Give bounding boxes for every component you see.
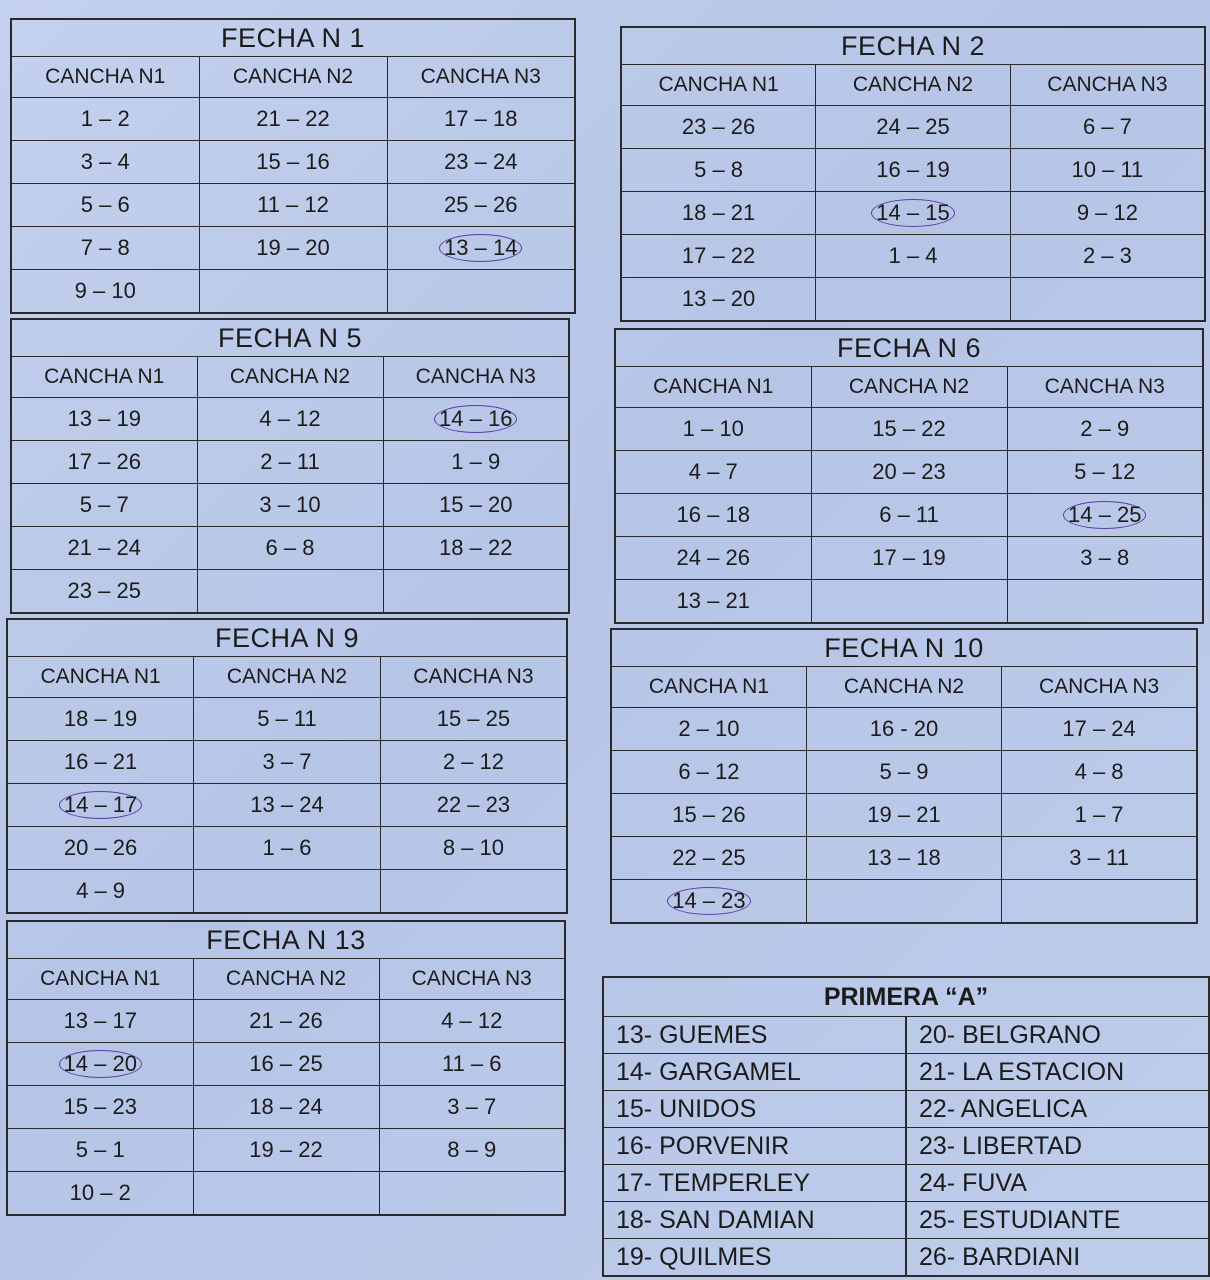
match-cell: 13 – 20 bbox=[621, 278, 816, 322]
column-header: CANCHA N2 bbox=[811, 367, 1007, 408]
column-header: CANCHA N2 bbox=[193, 959, 379, 1000]
fecha-10-table bbox=[610, 628, 1198, 924]
match-cell: 23 – 26 bbox=[621, 106, 816, 149]
match-cell: 13 – 24 bbox=[194, 784, 381, 827]
match-cell: 18 – 24 bbox=[193, 1086, 379, 1129]
match-cell: 3 – 7 bbox=[194, 741, 381, 784]
team-14-circle: 14 – 17 bbox=[59, 791, 142, 819]
match-cell-circled bbox=[387, 227, 575, 270]
match-cell: 1 – 10 bbox=[615, 408, 811, 451]
match-cell: 2 – 12 bbox=[380, 741, 567, 784]
match-cell: 5 – 9 bbox=[806, 751, 1001, 794]
team-14-circle: 13 – 14 bbox=[439, 234, 522, 262]
match-cell: 10 – 11 bbox=[1010, 149, 1205, 192]
match-cell: 3 – 10 bbox=[197, 484, 383, 527]
fecha-title: FECHA N 13 bbox=[7, 921, 565, 959]
match-cell: 15 – 26 bbox=[611, 794, 806, 837]
team-entry: 17- TEMPERLEY bbox=[603, 1165, 906, 1202]
column-header: CANCHA N3 bbox=[1010, 65, 1205, 106]
match-cell: 10 – 2 bbox=[7, 1172, 193, 1216]
match-cell: 20 – 23 bbox=[811, 451, 1007, 494]
match-cell bbox=[806, 880, 1001, 924]
match-cell: 1 – 7 bbox=[1002, 794, 1197, 837]
match-cell: 17 – 26 bbox=[11, 441, 197, 484]
match-cell bbox=[811, 580, 1007, 624]
match-cell-circled bbox=[816, 192, 1011, 235]
match-cell bbox=[1007, 580, 1203, 624]
match-cell: 9 – 12 bbox=[1010, 192, 1205, 235]
match-cell: 5 – 12 bbox=[1007, 451, 1203, 494]
match-cell: 15 – 23 bbox=[7, 1086, 193, 1129]
fecha-9-table bbox=[6, 618, 568, 914]
team-entry: 18- SAN DAMIAN bbox=[603, 1202, 906, 1239]
match-cell-circled bbox=[1007, 494, 1203, 537]
fecha-6-table bbox=[614, 328, 1204, 624]
match-cell: 17 – 18 bbox=[387, 98, 575, 141]
match-cell: 21 – 24 bbox=[11, 527, 197, 570]
match-cell: 6 – 12 bbox=[611, 751, 806, 794]
match-cell: 16 – 25 bbox=[193, 1043, 379, 1086]
column-header: CANCHA N2 bbox=[816, 65, 1011, 106]
match-cell: 11 – 12 bbox=[199, 184, 387, 227]
match-cell: 18 – 22 bbox=[383, 527, 569, 570]
match-cell: 5 – 1 bbox=[7, 1129, 193, 1172]
match-cell-circled bbox=[7, 1043, 193, 1086]
team-entry: 25- ESTUDIANTE bbox=[906, 1202, 1209, 1239]
team-entry: 19- QUILMES bbox=[603, 1239, 906, 1277]
match-cell bbox=[816, 278, 1011, 322]
match-cell: 16 – 18 bbox=[615, 494, 811, 537]
column-header: CANCHA N2 bbox=[806, 667, 1001, 708]
fecha-title: FECHA N 6 bbox=[615, 329, 1203, 367]
match-cell: 16 - 20 bbox=[806, 708, 1001, 751]
match-cell bbox=[193, 1172, 379, 1216]
match-cell: 4 – 7 bbox=[615, 451, 811, 494]
match-cell: 23 – 24 bbox=[387, 141, 575, 184]
match-cell: 13 – 21 bbox=[615, 580, 811, 624]
match-cell bbox=[383, 570, 569, 614]
team-entry: 23- LIBERTAD bbox=[906, 1128, 1209, 1165]
column-header: CANCHA N3 bbox=[383, 357, 569, 398]
fecha-title: FECHA N 9 bbox=[7, 619, 567, 657]
fecha-2-table bbox=[620, 26, 1206, 322]
match-cell: 1 – 6 bbox=[194, 827, 381, 870]
match-cell: 15 – 22 bbox=[811, 408, 1007, 451]
match-cell: 20 – 26 bbox=[7, 827, 194, 870]
team-entry: 16- PORVENIR bbox=[603, 1128, 906, 1165]
match-cell: 4 – 12 bbox=[379, 1000, 565, 1043]
match-cell: 3 – 11 bbox=[1002, 837, 1197, 880]
match-cell: 3 – 7 bbox=[379, 1086, 565, 1129]
match-cell: 2 – 3 bbox=[1010, 235, 1205, 278]
team-14-circle: 14 – 15 bbox=[871, 199, 954, 227]
column-header: CANCHA N3 bbox=[379, 959, 565, 1000]
match-cell: 8 – 9 bbox=[379, 1129, 565, 1172]
column-header: CANCHA N1 bbox=[7, 959, 193, 1000]
match-cell bbox=[380, 870, 567, 914]
match-cell bbox=[199, 270, 387, 314]
column-header: CANCHA N2 bbox=[194, 657, 381, 698]
fecha-title: FECHA N 5 bbox=[11, 319, 569, 357]
match-cell: 6 – 7 bbox=[1010, 106, 1205, 149]
team-legend-table bbox=[602, 976, 1210, 1277]
match-cell: 17 – 19 bbox=[811, 537, 1007, 580]
match-cell: 4 – 9 bbox=[7, 870, 194, 914]
match-cell: 19 – 20 bbox=[199, 227, 387, 270]
column-header: CANCHA N2 bbox=[199, 57, 387, 98]
column-header: CANCHA N3 bbox=[387, 57, 575, 98]
match-cell: 15 – 25 bbox=[380, 698, 567, 741]
match-cell: 1 – 4 bbox=[816, 235, 1011, 278]
match-cell: 13 – 17 bbox=[7, 1000, 193, 1043]
legend-title: PRIMERA “A” bbox=[603, 977, 1209, 1017]
match-cell: 25 – 26 bbox=[387, 184, 575, 227]
column-header: CANCHA N1 bbox=[615, 367, 811, 408]
fecha-title: FECHA N 2 bbox=[621, 27, 1205, 65]
team-14-circle: 14 – 20 bbox=[59, 1050, 142, 1078]
team-entry: 22- ANGELICA bbox=[906, 1091, 1209, 1128]
match-cell: 5 – 8 bbox=[621, 149, 816, 192]
match-cell: 5 – 7 bbox=[11, 484, 197, 527]
team-entry: 14- GARGAMEL bbox=[603, 1054, 906, 1091]
match-cell: 9 – 10 bbox=[11, 270, 199, 314]
match-cell: 5 – 6 bbox=[11, 184, 199, 227]
match-cell: 24 – 25 bbox=[816, 106, 1011, 149]
match-cell: 2 – 10 bbox=[611, 708, 806, 751]
match-cell: 22 – 23 bbox=[380, 784, 567, 827]
match-cell: 19 – 22 bbox=[193, 1129, 379, 1172]
fecha-title: FECHA N 10 bbox=[611, 629, 1197, 667]
column-header: CANCHA N1 bbox=[11, 357, 197, 398]
match-cell: 6 – 11 bbox=[811, 494, 1007, 537]
fecha-13-table bbox=[6, 920, 566, 1216]
match-cell bbox=[387, 270, 575, 314]
match-cell: 17 – 22 bbox=[621, 235, 816, 278]
fecha-1-table bbox=[10, 18, 576, 314]
column-header: CANCHA N2 bbox=[197, 357, 383, 398]
match-cell: 2 – 9 bbox=[1007, 408, 1203, 451]
match-cell: 16 – 21 bbox=[7, 741, 194, 784]
team-entry: 26- BARDIANI bbox=[906, 1239, 1209, 1277]
match-cell-circled bbox=[7, 784, 194, 827]
match-cell: 19 – 21 bbox=[806, 794, 1001, 837]
match-cell: 4 – 8 bbox=[1002, 751, 1197, 794]
match-cell: 8 – 10 bbox=[380, 827, 567, 870]
match-cell: 17 – 24 bbox=[1002, 708, 1197, 751]
column-header: CANCHA N1 bbox=[611, 667, 806, 708]
match-cell: 3 – 4 bbox=[11, 141, 199, 184]
match-cell: 13 – 18 bbox=[806, 837, 1001, 880]
match-cell: 6 – 8 bbox=[197, 527, 383, 570]
match-cell: 1 – 2 bbox=[11, 98, 199, 141]
team-entry: 21- LA ESTACION bbox=[906, 1054, 1209, 1091]
match-cell: 4 – 12 bbox=[197, 398, 383, 441]
match-cell: 7 – 8 bbox=[11, 227, 199, 270]
match-cell: 2 – 11 bbox=[197, 441, 383, 484]
match-cell bbox=[197, 570, 383, 614]
match-cell: 21 – 26 bbox=[193, 1000, 379, 1043]
match-cell-circled bbox=[611, 880, 806, 924]
fecha-title: FECHA N 1 bbox=[11, 19, 575, 57]
column-header: CANCHA N1 bbox=[11, 57, 199, 98]
match-cell: 18 – 19 bbox=[7, 698, 194, 741]
column-header: CANCHA N1 bbox=[621, 65, 816, 106]
match-cell: 11 – 6 bbox=[379, 1043, 565, 1086]
team-entry: 24- FUVA bbox=[906, 1165, 1209, 1202]
match-cell bbox=[1002, 880, 1197, 924]
fecha-5-table bbox=[10, 318, 570, 614]
match-cell: 16 – 19 bbox=[816, 149, 1011, 192]
team-entry: 20- BELGRANO bbox=[906, 1017, 1209, 1054]
team-entry: 13- GUEMES bbox=[603, 1017, 906, 1054]
match-cell: 15 – 16 bbox=[199, 141, 387, 184]
match-cell: 5 – 11 bbox=[194, 698, 381, 741]
match-cell: 21 – 22 bbox=[199, 98, 387, 141]
match-cell-circled bbox=[383, 398, 569, 441]
match-cell bbox=[379, 1172, 565, 1216]
team-entry: 15- UNIDOS bbox=[603, 1091, 906, 1128]
team-14-circle: 14 – 16 bbox=[434, 405, 517, 433]
match-cell: 22 – 25 bbox=[611, 837, 806, 880]
column-header: CANCHA N3 bbox=[1002, 667, 1197, 708]
column-header: CANCHA N3 bbox=[380, 657, 567, 698]
match-cell: 1 – 9 bbox=[383, 441, 569, 484]
match-cell: 15 – 20 bbox=[383, 484, 569, 527]
team-14-circle: 14 – 23 bbox=[667, 887, 750, 915]
match-cell bbox=[1010, 278, 1205, 322]
match-cell: 3 – 8 bbox=[1007, 537, 1203, 580]
match-cell bbox=[194, 870, 381, 914]
match-cell: 23 – 25 bbox=[11, 570, 197, 614]
column-header: CANCHA N3 bbox=[1007, 367, 1203, 408]
team-14-circle: 14 – 25 bbox=[1063, 501, 1146, 529]
match-cell: 24 – 26 bbox=[615, 537, 811, 580]
match-cell: 13 – 19 bbox=[11, 398, 197, 441]
column-header: CANCHA N1 bbox=[7, 657, 194, 698]
match-cell: 18 – 21 bbox=[621, 192, 816, 235]
